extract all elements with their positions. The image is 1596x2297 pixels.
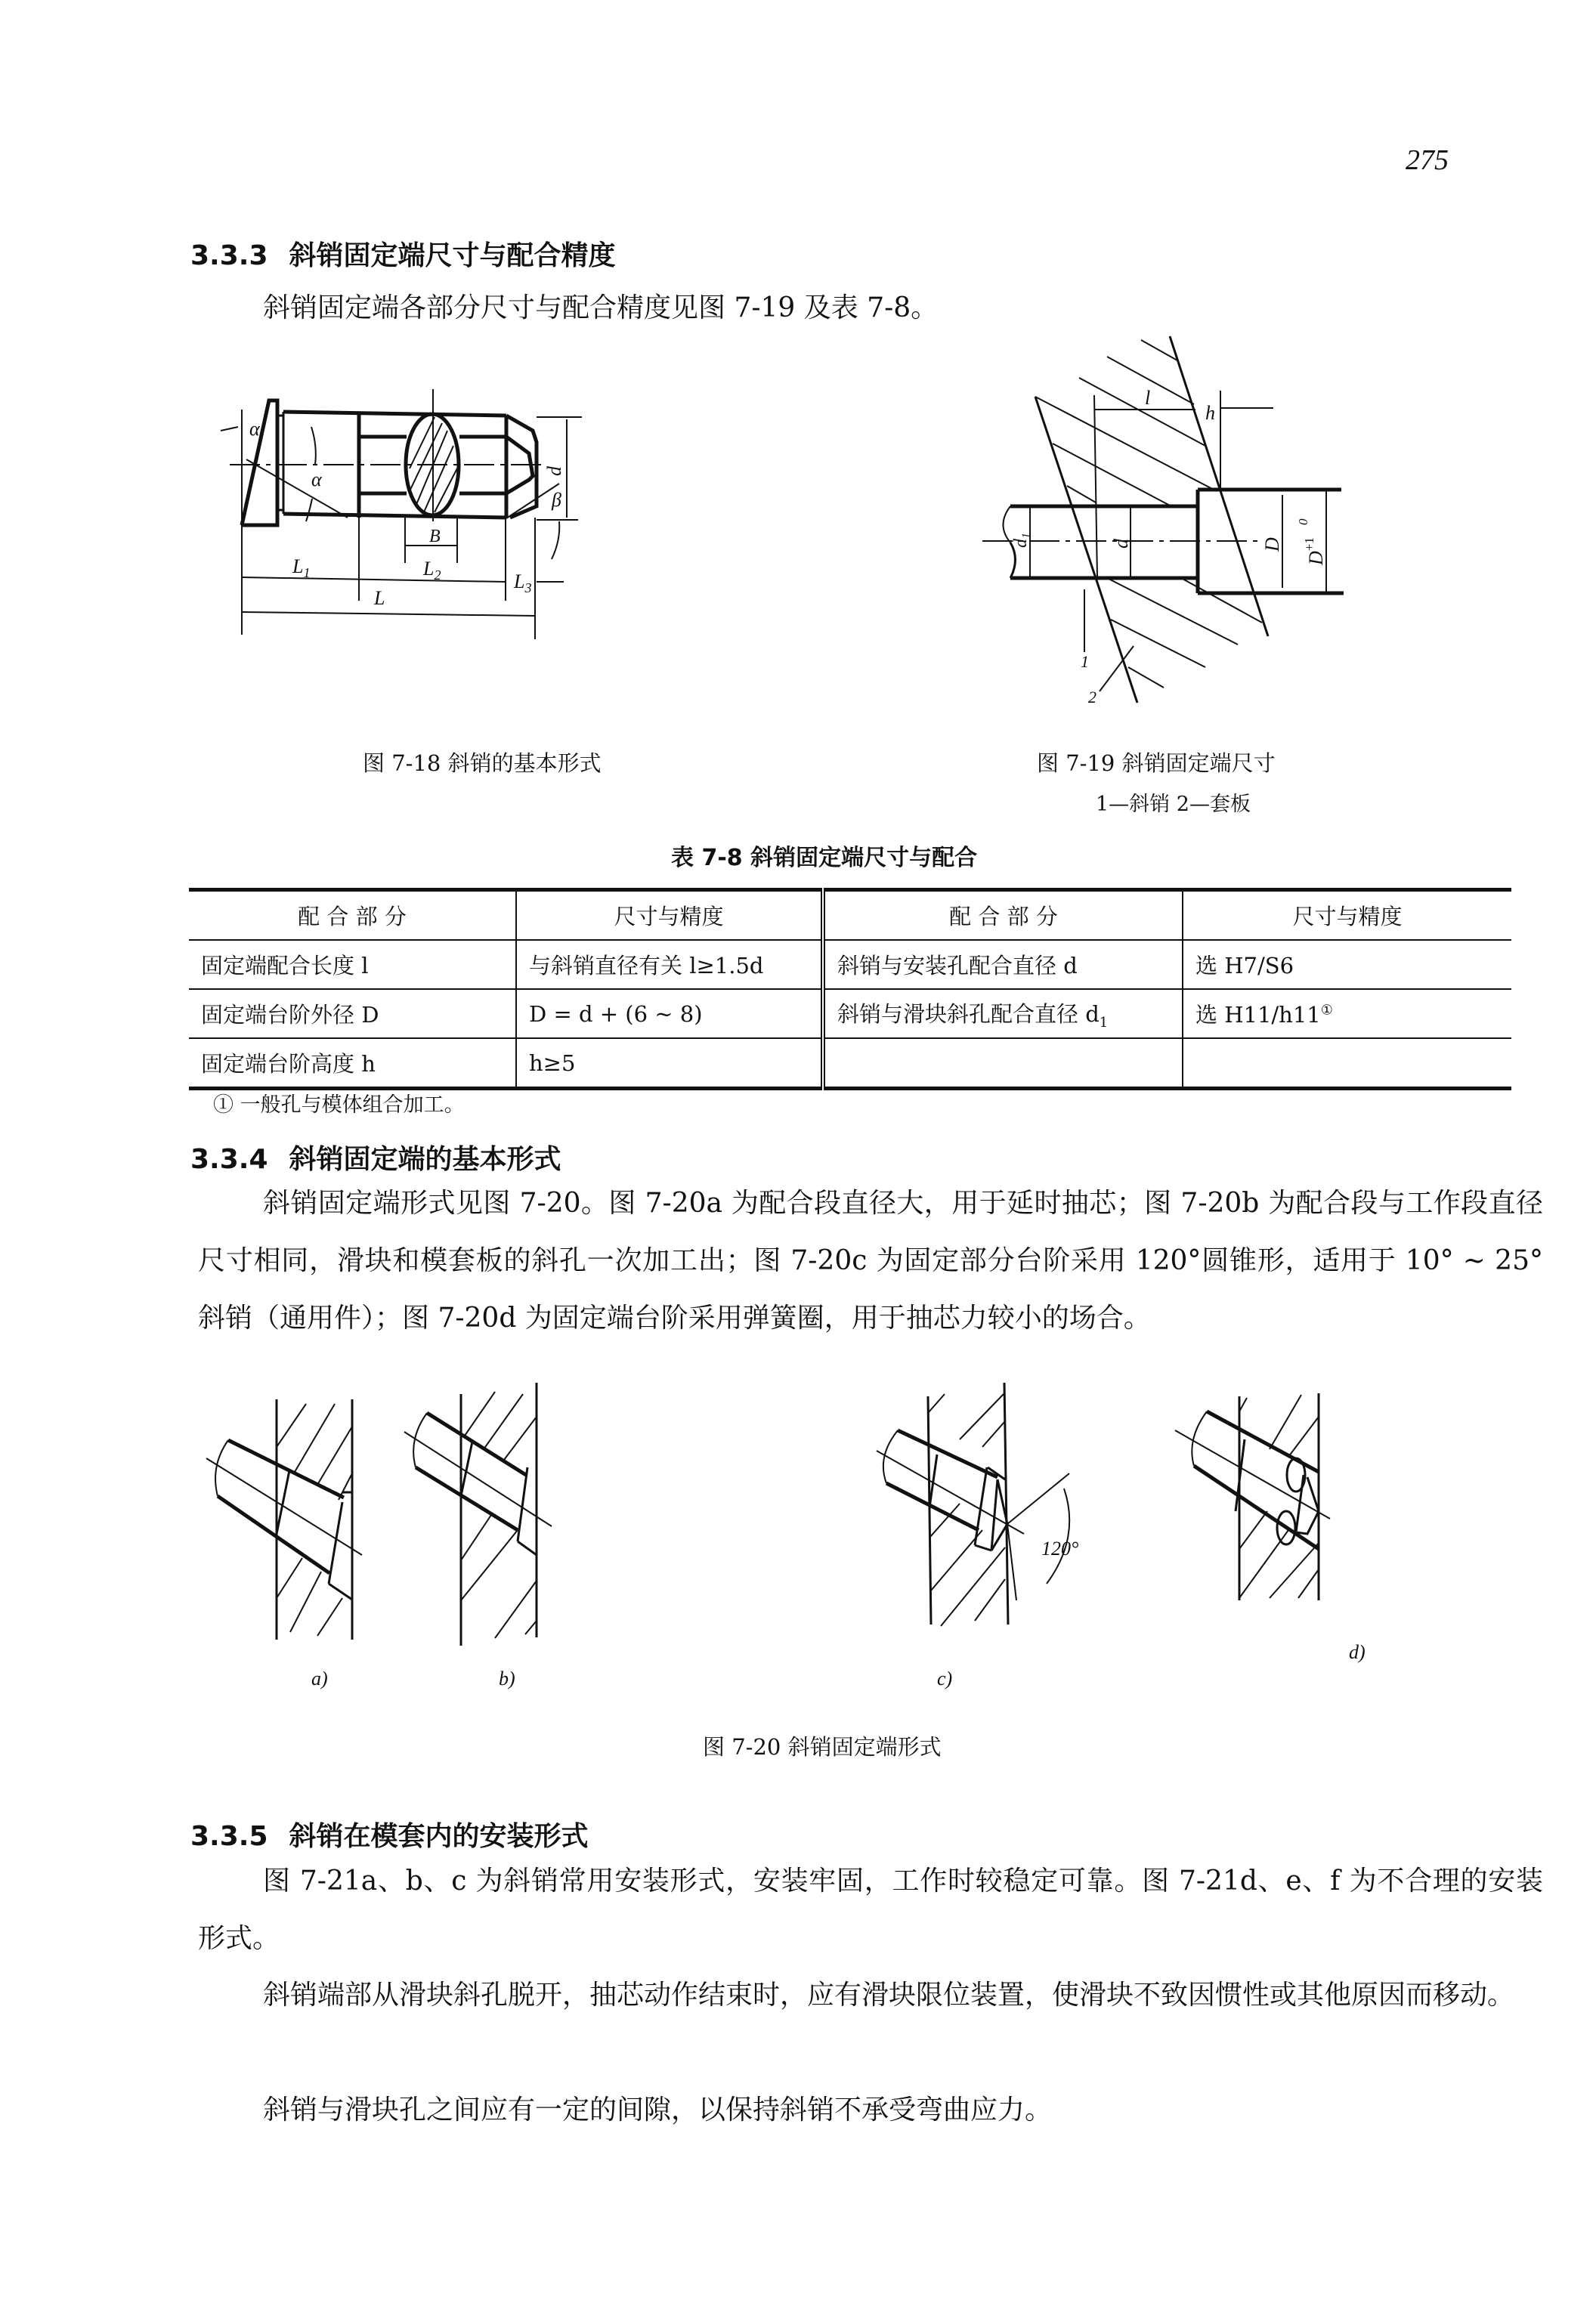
subscript: 1: [1099, 1014, 1109, 1031]
table-cell: D = d + (6 ~ 8): [516, 989, 823, 1038]
d1-label: $d_1$: [1011, 533, 1033, 548]
h-label: h: [1205, 402, 1215, 424]
D-label: D: [1261, 537, 1283, 552]
L1-label: $L_1$: [292, 555, 311, 580]
table-row: [189, 1038, 1511, 1089]
subfigure-label-c: c): [937, 1668, 953, 1690]
table-cell: 固定端配合长度 l: [189, 940, 516, 989]
L-label: L: [374, 587, 385, 609]
figure-7-20c: [877, 1383, 1069, 1626]
section-heading-3-3-4: [190, 1138, 561, 1176]
L3-label: $L_3$: [514, 570, 532, 595]
subfigure-label-a: a): [311, 1668, 328, 1690]
table-row: [189, 989, 1511, 1038]
table-cell: 固定端台阶高度 h: [189, 1038, 516, 1089]
figure-caption-7-18: 图 7-18 斜销的基本形式: [363, 750, 602, 776]
alpha-label: α: [249, 418, 260, 440]
table-cell: 固定端台阶外径 D: [189, 989, 516, 1038]
table-cell: 斜销与安装孔配合直径 d: [823, 940, 1183, 989]
subfigure-label-b: b): [499, 1668, 515, 1690]
section-heading-3-3-5: [190, 1815, 589, 1853]
figure-7-20b: [404, 1383, 552, 1646]
section-title: 斜销固定端的基本形式: [289, 1144, 561, 1175]
table-header-row: [189, 890, 1511, 941]
d-label: d: [1110, 539, 1132, 549]
table-cell: h≥5: [516, 1038, 823, 1089]
part-1-label: 1: [1081, 652, 1089, 671]
alpha-label: α: [311, 468, 322, 490]
inclined-pin-drawing: [221, 389, 582, 639]
figure-7-20a: [206, 1399, 362, 1640]
paragraph: 斜销固定端各部分尺寸与配合精度见图 7-19 及表 7-8。: [263, 292, 939, 323]
d-label: d: [543, 466, 565, 476]
section-number: 3.3.4: [190, 1144, 268, 1175]
table-row: [189, 940, 1511, 989]
tolerance-lower: 0: [1296, 518, 1310, 525]
table-cell: [1183, 1038, 1511, 1089]
column-header: 配 合 部 分: [189, 890, 516, 941]
paragraph: 斜销与滑块孔之间应有一定的间隙，以保持斜销不承受弯曲应力。: [263, 2095, 1053, 2125]
figure-7-20: [181, 1375, 1542, 1708]
table-cell: 选 H7/S6: [1183, 940, 1511, 989]
table-cell: [1183, 989, 1511, 1038]
section-heading-3-3-3: [190, 234, 616, 273]
D-tolerance-label: $D^{+1}$: [1302, 537, 1327, 565]
section-title: 斜销在模套内的安装形式: [289, 1821, 589, 1852]
cell-text: 选 H11/h11: [1195, 1002, 1321, 1028]
figure-caption-7-20: 图 7-20 斜销固定端形式: [703, 1734, 942, 1760]
section-number: 3.3.5: [190, 1821, 268, 1852]
column-header: 配 合 部 分: [823, 890, 1183, 941]
table-cell: 与斜销直径有关 l≥1.5d: [516, 940, 823, 989]
figure-7-19: [982, 332, 1451, 725]
B-label: B: [429, 527, 441, 546]
subfigure-label-d: d): [1349, 1641, 1366, 1663]
L2-label: $L_2$: [423, 558, 441, 583]
figure-7-18: [212, 363, 846, 665]
figure-caption-7-19: 图 7-19 斜销固定端尺寸: [1037, 750, 1276, 776]
footnote-mark: ①: [1320, 1002, 1333, 1019]
l-label: l: [1145, 387, 1151, 409]
paragraph: 图 7-21a、b、c 为斜销常用安装形式，安装牢固，工作时较稳定可靠。图 7-21d、e、f 为不合理的安装形式。: [198, 1866, 1543, 1954]
angle-120-label: 120°: [1041, 1538, 1079, 1560]
table-cell: [823, 1038, 1183, 1089]
part-2-label: 2: [1088, 688, 1096, 706]
cell-text: 斜销与滑块斜孔配合直径 d: [837, 1000, 1100, 1027]
beta-label: β: [552, 489, 561, 511]
table-cell: [823, 989, 1183, 1038]
table-7-8: [189, 888, 1511, 1090]
page-number: 275: [1406, 144, 1449, 176]
section-number: 3.3.3: [190, 240, 268, 271]
table-title: 表 7-8 斜销固定端尺寸与配合: [671, 845, 978, 871]
column-header: 尺寸与精度: [1183, 890, 1511, 941]
figure-7-20d: [1175, 1393, 1330, 1600]
section-title: 斜销固定端尺寸与配合精度: [289, 240, 616, 271]
table-footnote: ① 一般孔与模体组合加工。: [213, 1093, 465, 1117]
fixed-end-drawing: [982, 336, 1344, 703]
column-header: 尺寸与精度: [516, 890, 823, 941]
paragraph: 斜销固定端形式见图 7-20。图 7-20a 为配合段直径大，用于延时抽芯；图 7-20b 为配合段与工作段直径尺寸相同，滑块和模套板的斜孔一次加工出；图 7-20c 为固定部分台阶采用 120°圆锥形，适用于 10° ~ 25°斜销（通用件）；图 7-20d 为固定端台阶采用弹簧圈，用于抽芯力较小的场合。: [198, 1188, 1543, 1334]
paragraph: 斜销端部从滑块斜孔脱开，抽芯动作结束时，应有滑块限位装置，使滑块不致因惯性或其他原因而移动。: [263, 1980, 1515, 2011]
figure-legend-7-19: 1—斜销 2—套板: [1096, 793, 1251, 816]
